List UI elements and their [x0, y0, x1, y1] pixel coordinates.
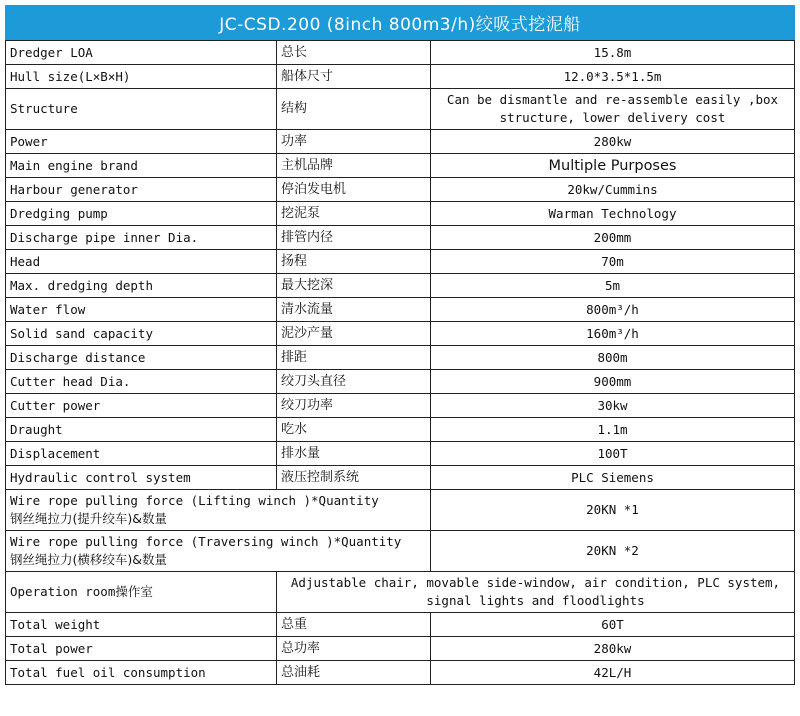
- param-value: 280kw: [431, 637, 795, 661]
- param-value: 800m: [431, 346, 795, 370]
- param-cn: 最大挖深: [277, 274, 431, 298]
- param-en: Power: [6, 130, 277, 154]
- param-value: Multiple Purposes: [431, 154, 795, 178]
- param-en: Discharge pipe inner Dia.: [6, 226, 277, 250]
- param-cn: 绞刀头直径: [277, 370, 431, 394]
- table-row: [6, 65, 795, 89]
- table-row: [6, 89, 795, 130]
- table-row: [6, 202, 795, 226]
- param-en: Total fuel oil consumption: [6, 661, 277, 685]
- param-en: Harbour generator: [6, 178, 277, 202]
- param-value: 60T: [431, 613, 795, 637]
- param-cn: 排水量: [277, 442, 431, 466]
- table-row: [6, 490, 795, 531]
- param-value: PLC Siemens: [431, 466, 795, 490]
- param-cn-line: 钢丝绳拉力(提升绞车)&数量: [10, 511, 168, 526]
- param-cn: 挖泥泵: [277, 202, 431, 226]
- param-cn: 排管内径: [277, 226, 431, 250]
- param-value: 20KN *1: [431, 490, 795, 531]
- param-en: Solid sand capacity: [6, 322, 277, 346]
- param-en: Operation room操作室: [6, 572, 277, 613]
- param-cn: 功率: [277, 130, 431, 154]
- table-row: [6, 661, 795, 685]
- param-cn: 总重: [277, 613, 431, 637]
- table-row: [6, 637, 795, 661]
- param-en: Main engine brand: [6, 154, 277, 178]
- param-en: Discharge distance: [6, 346, 277, 370]
- param-en: [6, 490, 431, 531]
- param-value: Warman Technology: [431, 202, 795, 226]
- param-value: 20KN *2: [431, 531, 795, 572]
- param-value: 1.1m: [431, 418, 795, 442]
- param-cn: 泥沙产量: [277, 322, 431, 346]
- table-row: [6, 298, 795, 322]
- param-en: Max. dredging depth: [6, 274, 277, 298]
- param-value: 280kw: [431, 130, 795, 154]
- param-en: Dredger LOA: [6, 41, 277, 65]
- param-value: 30kw: [431, 394, 795, 418]
- param-en: [6, 531, 431, 572]
- param-en-line: Wire rope pulling force (Lifting winch )*Quantity: [10, 493, 379, 508]
- param-value: [431, 89, 795, 130]
- param-value: 900mm: [431, 370, 795, 394]
- param-cn: 船体尺寸: [277, 65, 431, 89]
- table-row: [6, 274, 795, 298]
- param-en: Water flow: [6, 298, 277, 322]
- value-line: Can be dismantle and re-assemble easily ,box: [446, 92, 779, 107]
- spec-sheet: [5, 5, 795, 685]
- table-row: [6, 250, 795, 274]
- param-value: 100T: [431, 442, 795, 466]
- param-value: 160m³/h: [431, 322, 795, 346]
- table-row: [6, 442, 795, 466]
- table-row: [6, 322, 795, 346]
- param-en: Hull size(L×B×H): [6, 65, 277, 89]
- param-en: Cutter power: [6, 394, 277, 418]
- param-cn: 主机品牌: [277, 154, 431, 178]
- param-cn: 排距: [277, 346, 431, 370]
- table-row: [6, 41, 795, 65]
- value-line: structure, lower delivery cost: [499, 110, 726, 125]
- param-cn: 清水流量: [277, 298, 431, 322]
- table-row: [6, 130, 795, 154]
- table-row: [6, 613, 795, 637]
- param-value: 42L/H: [431, 661, 795, 685]
- param-value: 70m: [431, 250, 795, 274]
- param-value: 5m: [431, 274, 795, 298]
- table-row: [6, 370, 795, 394]
- table-row: [6, 346, 795, 370]
- param-cn: 总功率: [277, 637, 431, 661]
- param-cn-line: 钢丝绳拉力(横移绞车)&数量: [10, 552, 168, 567]
- param-en: Displacement: [6, 442, 277, 466]
- table-row: [6, 178, 795, 202]
- param-en: Structure: [6, 89, 277, 130]
- spec-table: [5, 40, 795, 685]
- table-row: [6, 418, 795, 442]
- table-row: [6, 226, 795, 250]
- param-cn: 吃水: [277, 418, 431, 442]
- param-en-line: Wire rope pulling force (Traversing winch )*Quantity: [10, 534, 402, 549]
- table-row: [6, 466, 795, 490]
- table-row: [6, 572, 795, 613]
- param-cn: 液压控制系统: [277, 466, 431, 490]
- param-en: Dredging pump: [6, 202, 277, 226]
- param-en: Head: [6, 250, 277, 274]
- param-cn: 停泊发电机: [277, 178, 431, 202]
- param-en: Total power: [6, 637, 277, 661]
- param-cn: 扬程: [277, 250, 431, 274]
- param-en: Draught: [6, 418, 277, 442]
- param-value: 800m³/h: [431, 298, 795, 322]
- param-value: 200mm: [431, 226, 795, 250]
- value-line: Adjustable chair, movable side-window, air condition, PLC system,: [290, 575, 781, 590]
- param-value: 15.8m: [431, 41, 795, 65]
- param-cn: 总油耗: [277, 661, 431, 685]
- table-row: [6, 394, 795, 418]
- table-row: [6, 154, 795, 178]
- param-value: 20kw/Cummins: [431, 178, 795, 202]
- param-value: 12.0*3.5*1.5m: [431, 65, 795, 89]
- param-en: Hydraulic control system: [6, 466, 277, 490]
- param-cn: 结构: [277, 89, 431, 130]
- table-row: [6, 531, 795, 572]
- param-en: Total weight: [6, 613, 277, 637]
- value-line: signal lights and floodlights: [426, 593, 645, 608]
- param-cn: 绞刀功率: [277, 394, 431, 418]
- page-title: JC-CSD.200 (8inch 800m3/h)绞吸式挖泥船: [5, 5, 795, 40]
- param-cn: 总长: [277, 41, 431, 65]
- param-en: Cutter head Dia.: [6, 370, 277, 394]
- param-value: [277, 572, 795, 613]
